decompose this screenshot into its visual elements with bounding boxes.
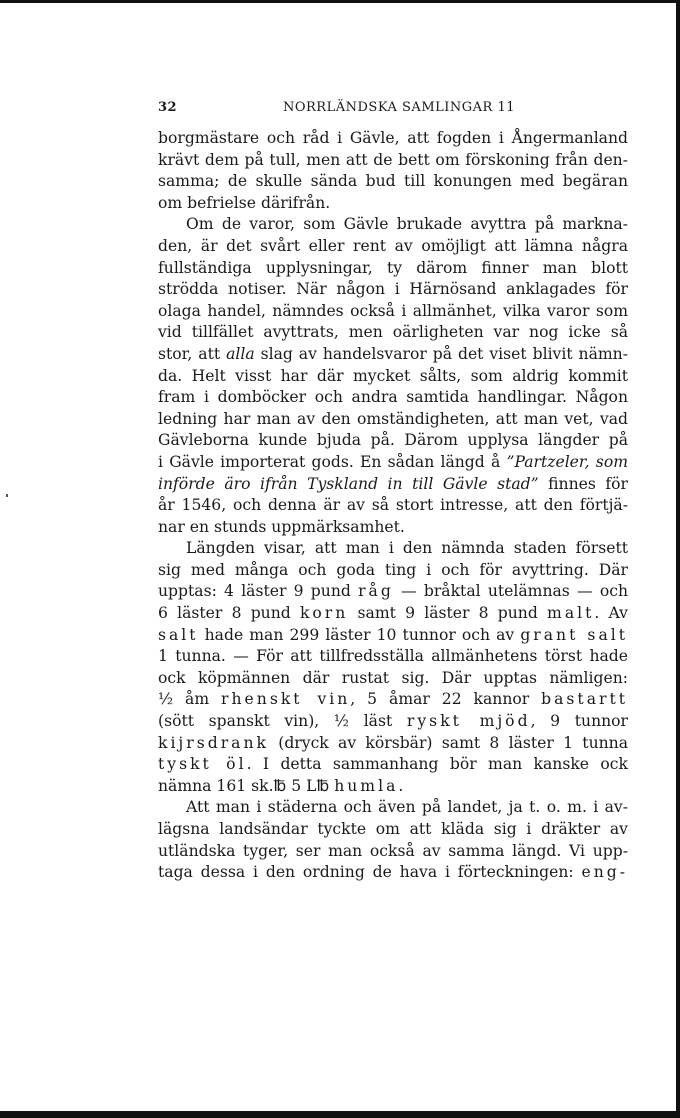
text-run: fullständiga upplysningar, ty därom finner man blott bbox=[158, 258, 628, 277]
spaced-term: humla bbox=[334, 776, 399, 795]
text-run: krävt dem på tull, men att de bett om förskoning från den- bbox=[158, 150, 628, 169]
text-run: slag av handelsvaror på det viset blivit nämn- bbox=[254, 344, 628, 363]
text-run: . Av bbox=[594, 604, 628, 623]
text-run: ock köpmännen där rustat sig. Där upptas nämligen: bbox=[158, 668, 628, 687]
text-line bbox=[158, 560, 628, 582]
text-run: samma; de skulle sända bud till konungen med begäran bbox=[158, 172, 628, 191]
text-line bbox=[158, 409, 628, 431]
spaced-term: kijrsdrank bbox=[158, 733, 269, 752]
text-run: om befrielse därifrån. bbox=[158, 193, 331, 212]
text-run: Att man i städerna och även på landet, ja t. o. m. i av- bbox=[186, 798, 628, 817]
text-line bbox=[158, 474, 628, 496]
text-line bbox=[158, 841, 628, 863]
text-run: sig med många och goda ting i och för avyttring. Där bbox=[158, 560, 628, 579]
text-line bbox=[158, 171, 628, 193]
text-line bbox=[158, 625, 628, 647]
text-run: fram i domböcker och andra samtida handlingar. Någon bbox=[158, 388, 628, 407]
text-line bbox=[158, 150, 628, 172]
text-line bbox=[158, 344, 628, 366]
text-line bbox=[158, 517, 628, 539]
text-line bbox=[158, 258, 628, 280]
text-run: vid tillfället avyttrats, men oärligheten var nog icke så bbox=[158, 323, 628, 342]
text-run: Om de varor, som Gävle brukade avyttra på markna- bbox=[186, 215, 628, 234]
text-run: 6 läster 8 pund bbox=[158, 604, 300, 623]
text-run: i Gävle importerat gods. En sådan längd å bbox=[158, 452, 507, 471]
spaced-term: ryskt mjöd bbox=[406, 712, 531, 731]
text-line bbox=[158, 279, 628, 301]
text-run: borgmästare och råd i Gävle, att fogden i Ångermanland bbox=[158, 129, 628, 147]
text-run: år 1546, och denna är av så stort intresse, att den förtjä- bbox=[158, 496, 628, 515]
text-run: . bbox=[398, 776, 404, 795]
text-run: ledning har man av den omständigheten, att man vet, vad bbox=[158, 409, 628, 428]
text-run: den, är det svårt eller rent av omöjligt att lämna några bbox=[158, 236, 628, 255]
text-line bbox=[158, 301, 628, 323]
page-number: 32 bbox=[158, 100, 178, 115]
spaced-term: eng- bbox=[581, 863, 628, 882]
text-run: . I detta sammanhang bör man kanske ock bbox=[246, 755, 628, 774]
text-run: nämna 161 sk.℔ 5 L℔ bbox=[158, 776, 335, 795]
text-line bbox=[158, 646, 628, 668]
text-run: (dryck av körsbär) samt 8 läster 1 tunna bbox=[268, 733, 628, 752]
text-run: samt 9 läster 8 pund bbox=[348, 604, 548, 623]
text-line bbox=[158, 128, 628, 150]
text-line bbox=[158, 581, 628, 603]
text-line bbox=[158, 538, 628, 560]
text-run: , 9 tunnor bbox=[530, 712, 629, 731]
text-run: taga dessa i den ordning de hava i förteckningen: bbox=[158, 863, 582, 882]
text-run: upptas: 4 läster 9 pund bbox=[158, 582, 359, 601]
text-line bbox=[158, 236, 628, 258]
italic-text: alla bbox=[226, 344, 255, 363]
running-title: NORRLÄNDSKA SAMLINGAR 11 bbox=[282, 100, 516, 115]
text-run: ½ åm bbox=[158, 690, 222, 709]
text-run: da. Helt visst har där mycket sålts, som aldrig kommit bbox=[158, 366, 628, 385]
text-run: lägsna landsändar tyckte om att kläda sig i dräkter av bbox=[158, 820, 628, 838]
spaced-term: grant salt bbox=[520, 625, 628, 644]
text-line bbox=[158, 797, 628, 819]
text-run: stor, att bbox=[158, 344, 227, 363]
text-run: — bråktal utelämnas — och bbox=[393, 582, 628, 601]
text-line bbox=[158, 495, 628, 517]
scan-border-bottom bbox=[0, 1111, 680, 1118]
text-run: Gävleborna kunde bjuda på. Därom upplysa längder på bbox=[158, 431, 628, 450]
text-line bbox=[158, 733, 628, 755]
text-line bbox=[158, 452, 628, 474]
text-line bbox=[158, 689, 628, 711]
text-line bbox=[158, 366, 628, 388]
scan-border-top bbox=[0, 0, 680, 3]
text-run: finnes för bbox=[538, 474, 628, 493]
italic-text: införde äro ifrån Tyskland in till Gävle stad” bbox=[158, 474, 539, 493]
text-line bbox=[158, 819, 628, 841]
text-line bbox=[158, 430, 628, 452]
text-line bbox=[158, 711, 628, 733]
text-run: utländska tyger, ser man också av samma längd. Vi upp- bbox=[158, 841, 628, 860]
text-line bbox=[158, 776, 628, 798]
text-run: hade man 299 läster 10 tunnor och av bbox=[198, 625, 521, 644]
italic-text: ”Partzeler, som bbox=[506, 452, 628, 471]
text-run: nar en stunds uppmärksamhet. bbox=[158, 517, 405, 536]
margin-mark bbox=[6, 494, 8, 497]
spaced-term: korn bbox=[299, 604, 349, 623]
text-run: strödda notiser. När någon i Härnösand anklagades för bbox=[158, 280, 628, 299]
text-run: Längden visar, att man i den nämnda staden försett bbox=[186, 539, 628, 558]
running-header bbox=[158, 100, 628, 122]
text-line bbox=[158, 754, 628, 776]
text-line bbox=[158, 387, 628, 409]
book-page bbox=[158, 100, 628, 884]
text-line bbox=[158, 668, 628, 690]
text-line bbox=[158, 862, 628, 884]
spaced-term: tyskt öl bbox=[158, 755, 247, 774]
text-line bbox=[158, 322, 628, 344]
text-line bbox=[158, 214, 628, 236]
spaced-term: bastartt bbox=[541, 690, 628, 709]
text-line bbox=[158, 193, 628, 215]
scan-border-right bbox=[676, 0, 680, 1118]
text-run: (sött spanskt vin), ½ läst bbox=[158, 712, 407, 731]
text-run: 1 tunna. — För att tillfredsställa allmänhetens törst hade bbox=[158, 647, 628, 666]
text-run: olaga handel, nämndes också i allmänhet, vilka varor som bbox=[158, 301, 628, 320]
spaced-term: salt bbox=[158, 625, 199, 644]
spaced-term: malt bbox=[547, 604, 595, 623]
body-text bbox=[158, 128, 628, 884]
text-run: , 5 åmar 22 kannor bbox=[350, 690, 542, 709]
text-line bbox=[158, 603, 628, 625]
spaced-term: råg bbox=[358, 582, 394, 601]
spaced-term: rhenskt vin bbox=[221, 690, 351, 709]
